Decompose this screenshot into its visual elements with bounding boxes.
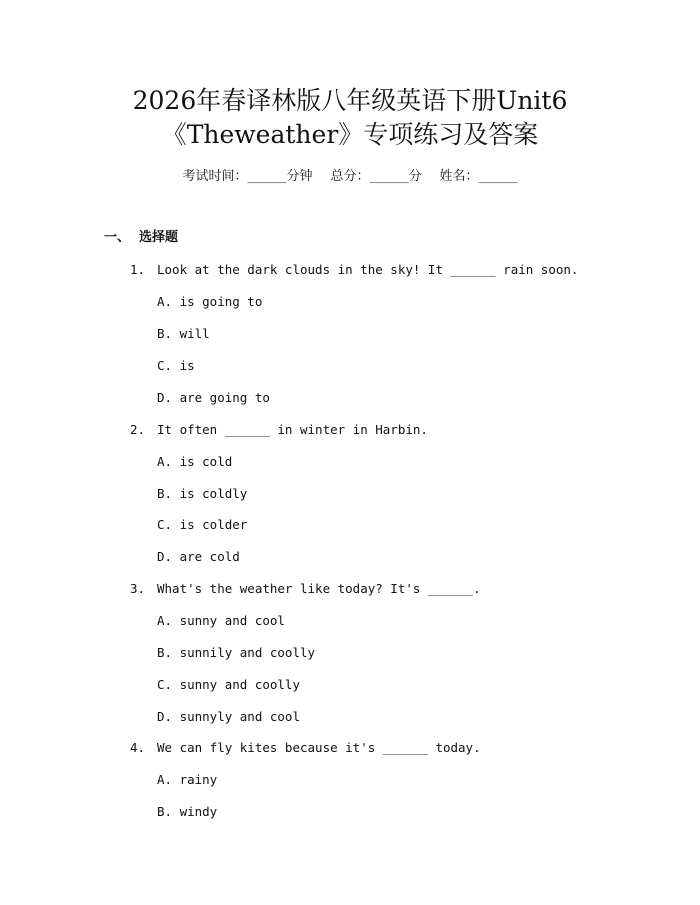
question-3-option-c: C. sunny and coolly — [157, 677, 300, 692]
question-1-option-a: A. is going to — [157, 294, 263, 309]
section-heading: 一、 选择题 — [104, 230, 179, 245]
question-number: 3. — [130, 581, 146, 596]
question-2-option-d: D. are cold — [157, 549, 240, 564]
question-text: What's the weather like today? It's ______. — [157, 581, 481, 596]
exam-time: 考试时间：______分钟 — [182, 169, 313, 184]
question-2-option-a: A. is cold — [157, 454, 233, 469]
question-3-option-b: B. sunnily and coolly — [157, 645, 316, 660]
question-4-option-b: B. windy — [157, 804, 218, 819]
question-number: 1. — [130, 262, 146, 277]
question-1-option-b: B. will — [157, 326, 210, 341]
question-3-option-d: D. sunnyly and cool — [157, 709, 300, 724]
question-text: It often ______ in winter in Harbin. — [157, 422, 428, 437]
document-title-line-1: 2026年春译林版八年级英语下册Unit6 — [132, 86, 568, 115]
question-text: Look at the dark clouds in the sky! It ______ rain soon. — [157, 262, 579, 277]
question-2-option-b: B. is coldly — [157, 486, 248, 501]
question-2 — [130, 421, 428, 439]
exam-info — [0, 168, 700, 186]
question-number: 4. — [130, 740, 146, 755]
question-number: 2. — [130, 422, 146, 437]
document-title-line-2: 《Theweather》专项练习及答案 — [161, 120, 539, 149]
question-4-option-a: A. rainy — [157, 772, 218, 787]
student-name: 姓名：______ — [439, 169, 518, 184]
question-3 — [130, 580, 481, 598]
question-1-option-d: D. are going to — [157, 390, 270, 405]
question-1 — [130, 261, 578, 279]
question-4 — [130, 739, 481, 757]
exam-total-score: 总分：______分 — [330, 169, 422, 184]
question-2-option-c: C. is colder — [157, 517, 248, 532]
question-1-option-c: C. is — [157, 358, 195, 373]
question-text: We can fly kites because it's ______ today. — [157, 740, 481, 755]
question-3-option-a: A. sunny and cool — [157, 613, 285, 628]
